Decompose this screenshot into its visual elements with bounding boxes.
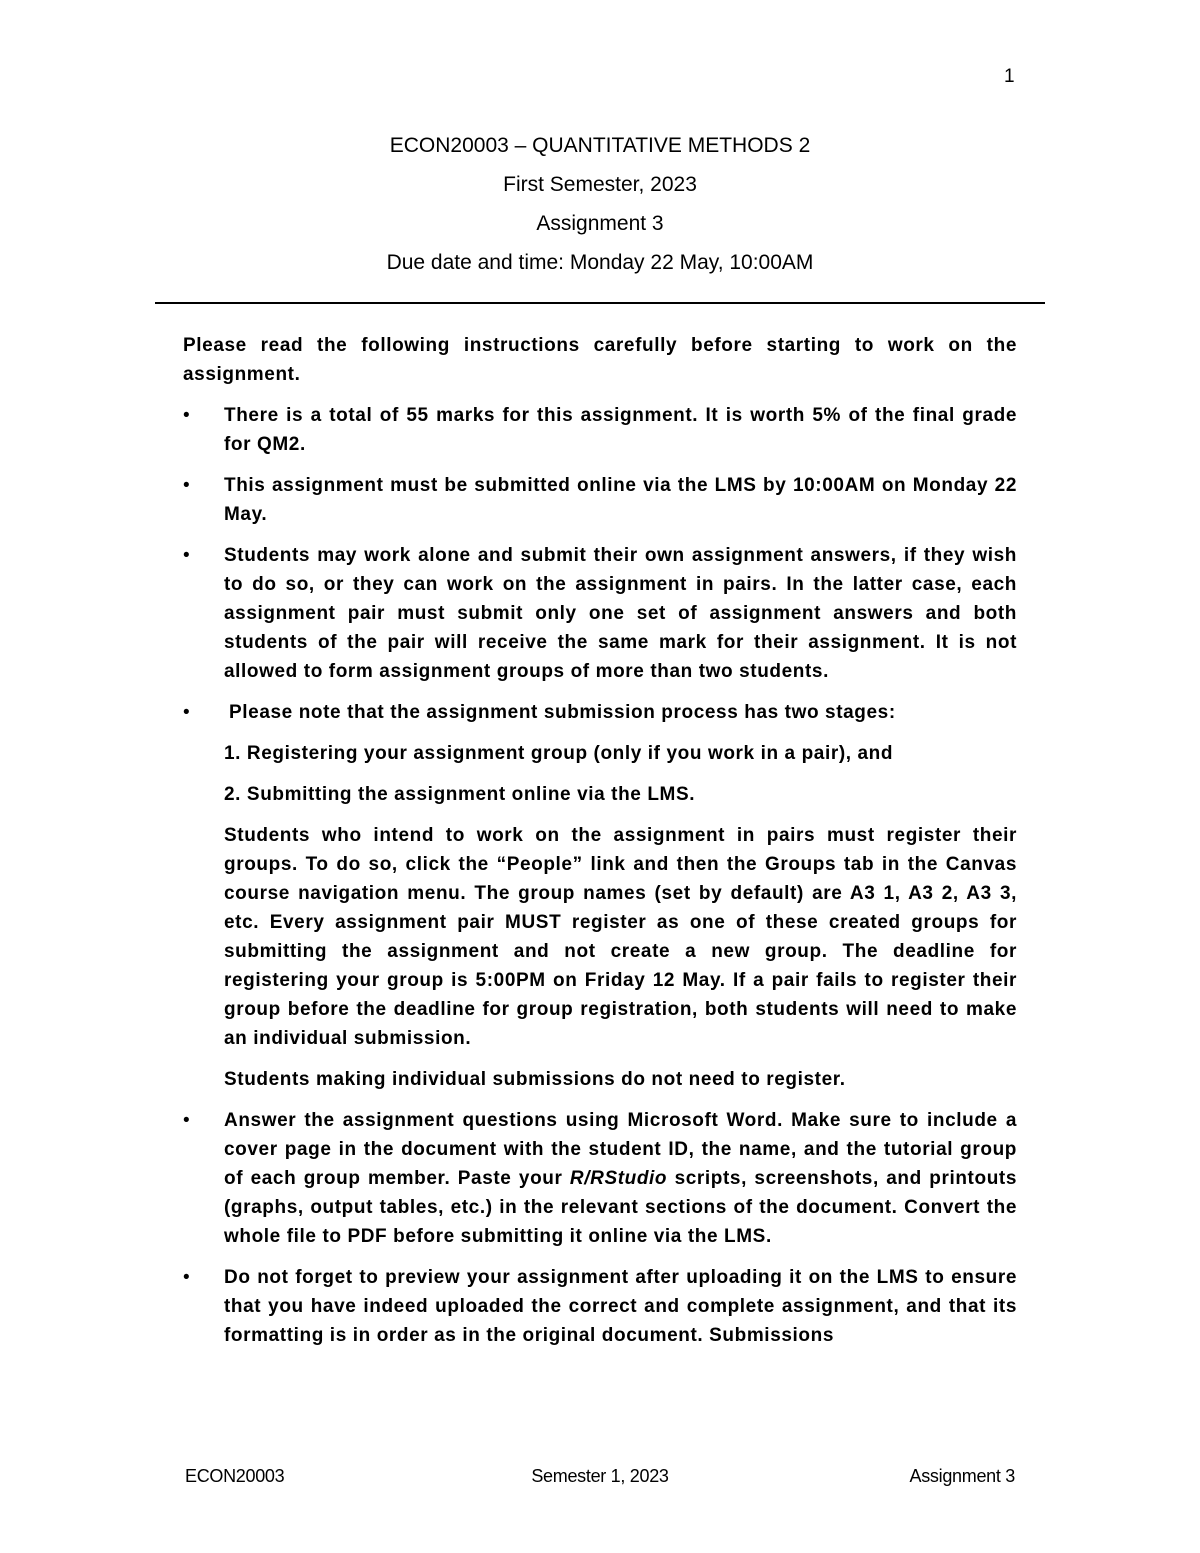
bullet-icon: • [183, 702, 191, 723]
individual-text: Students making individual submissions do not need to register. [224, 1069, 846, 1090]
stage-two-text: 2. Submitting the assignment online via the LMS. [224, 784, 696, 805]
list-item [183, 541, 1017, 686]
footer-semester: Semester 1, 2023 [531, 1466, 669, 1486]
list-item [183, 471, 1017, 529]
intro-paragraph: Please read the following instructions carefully before starting to work on the assignment. [183, 335, 1017, 385]
list-item [183, 698, 1017, 1094]
software-name: R/RStudio [569, 1168, 668, 1189]
pairs-text: Students may work alone and submit their own assignment answers, if they wish to do so, or they can work on the assignment in pairs. In the latter case, each assignment pair must submit only one set of assignment answers and both students of the pair will receive the same mark for their assignment. It is not allowed to form assignment groups of more than two students. [224, 545, 1017, 682]
bullet-icon: • [183, 475, 191, 496]
semester-line: First Semester, 2023 [503, 173, 697, 196]
bullet-icon: • [183, 1267, 191, 1288]
header-divider [155, 302, 1045, 304]
word-text-part2: scripts, screenshots, and printouts (graphs, output tables, etc.) in the relevant sections of the document. Convert the whole file to PDF before submitting it online via the LMS. [224, 1168, 1017, 1247]
list-item [183, 1106, 1017, 1251]
list-item [183, 401, 1017, 459]
instruction-list [183, 401, 1017, 1350]
word-text-part1: Answer the assignment questions using Microsoft Word. Make sure to include a cover page in the document with the student ID, the name, and the tutorial group of each group member. Paste your [224, 1110, 1017, 1189]
list-item [183, 1263, 1017, 1350]
marks-text: There is a total of 55 marks for this assignment. It is worth 5% of the final grade for QM2. [224, 405, 1017, 455]
stages-intro-text: Please note that the assignment submission process has two stages: [229, 702, 896, 723]
due-date-line: Due date and time: Monday 22 May, 10:00AM [386, 251, 814, 274]
stage-one-text: 1. Registering your assignment group (only if you work in a pair), and [224, 743, 894, 764]
document-header [0, 131, 1200, 287]
bullet-icon: • [183, 545, 191, 566]
bullet-icon: • [183, 405, 191, 426]
word-instructions-text [224, 1106, 1017, 1251]
course-title: ECON20003 – QUANTITATIVE METHODS 2 [389, 134, 811, 157]
assignment-title: Assignment 3 [536, 212, 664, 235]
page-number: 1 [1004, 66, 1015, 87]
footer-assignment: Assignment 3 [909, 1466, 1015, 1486]
submit-online-text: This assignment must be submitted online via the LMS by 10:00AM on Monday 22 May. [224, 475, 1017, 525]
footer-course-code: ECON20003 [185, 1466, 285, 1486]
bullet-icon: • [183, 1110, 191, 1131]
preview-text: Do not forget to preview your assignment after uploading it on the LMS to ensure that you have indeed uploaded the correct and complete assignment, and that its formatting is in order as in the original document. Submissions [224, 1267, 1017, 1346]
instructions-body [183, 331, 1017, 1362]
register-info-text: Students who intend to work on the assignment in pairs must register their groups. To do so, click the “People” link and then the Groups tab in the Canvas course navigation menu. The group names (set by default) are A3 1, A3 2, A3 3, etc. Every assignment pair MUST register as one of these created groups for submitting the assignment and not create a new group. The deadline for registering your group is 5:00PM on Friday 12 May. If a pair fails to register their group before the deadline for group registration, both students will need to make an individual submission. [224, 825, 1017, 1049]
